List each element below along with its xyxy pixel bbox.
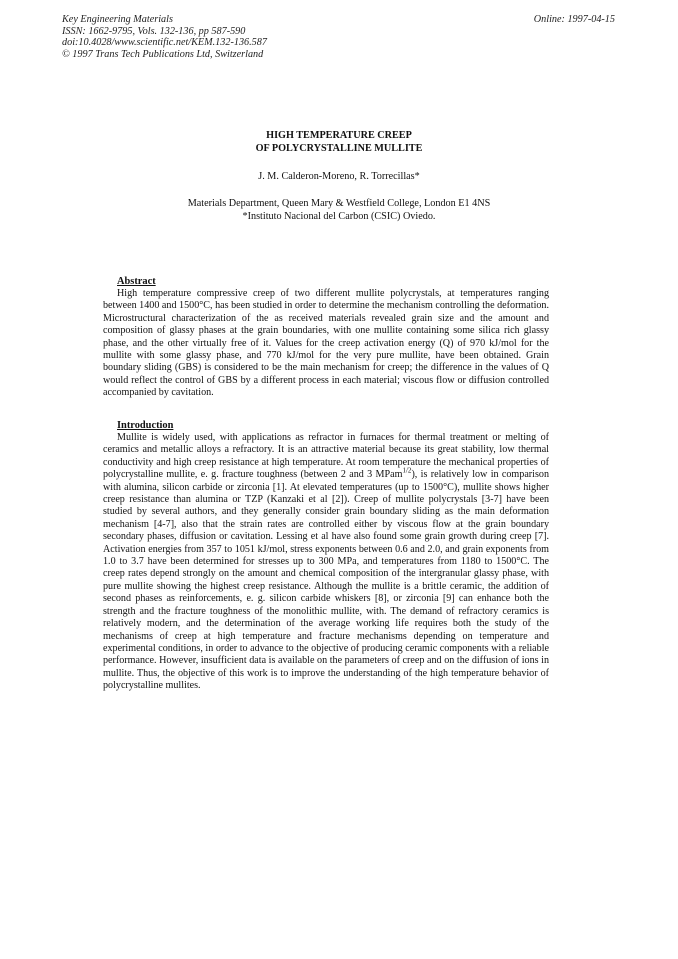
journal-header bbox=[62, 14, 267, 60]
doi-line: doi:10.4028/www.scientific.net/KEM.132-136.587 bbox=[62, 37, 267, 49]
abstract-heading: Abstract bbox=[117, 276, 156, 287]
issn-line: ISSN: 1662-9795, Vols. 132-136, pp 587-590 bbox=[62, 25, 246, 37]
title-line-2: OF POLYCRYSTALLINE MULLITE bbox=[255, 142, 423, 154]
journal-name: Key Engineering Materials bbox=[62, 14, 173, 25]
paper-title bbox=[0, 130, 678, 155]
online-date: Online: 1997-04-15 bbox=[533, 14, 615, 25]
copyright-line: © 1997 Trans Tech Publications Ltd, Switzerland bbox=[62, 48, 264, 60]
units-superscript: 1/2 bbox=[402, 466, 412, 475]
affiliation-line-2: *Instituto Nacional del Carbon (CSIC) Oviedo. bbox=[242, 210, 436, 222]
affiliations bbox=[0, 198, 678, 223]
title-line-1: HIGH TEMPERATURE CREEP bbox=[266, 130, 412, 141]
abstract-section bbox=[103, 276, 549, 400]
affiliation-line-1: Materials Department, Queen Mary & Westfield College, London E1 4NS bbox=[187, 198, 491, 209]
authors: J. M. Calderon-Moreno, R. Torrecillas* bbox=[258, 171, 420, 182]
abstract-text: High temperature compressive creep of two different mullite polycrystals, at temperatures ranging between 1400 and 1500°C, has been studied in order to determine the mechanism controlling the deformation. Microstructural characterization of the as received materials revealed grain size and the amount and composition of glassy phases at the grain boundaries, with one mullite containing some silica rich glassy phase, and the other virtually free of it. Values for the creep activation energy (Q) of 970 kJ/mol for the mullite with some glassy phase, and 770 kJ/mol for the very pure mullite, have been obtained. Grain boundary sliding (GBS) is considered to be the main mechanism for creep; the difference in the values of Q would reflect the control of GBS by a different process in each material; viscous flow or diffusion controlled accompanied by cavitation. bbox=[103, 288, 549, 399]
introduction-text-part-2: ), is relatively low in comparison with alumina, silicon carbide or zirconia [1]. At elevated temperatures (up to 1500°C), mullite shows higher creep resistance than alumina or TZP (Kanzaki et al [2]). Creep of mullite polycrystals [3-7] have been studied by several authors, and they generally consider grain boundary sliding as the main deformation mechanism [4-7], also that the strain rates are controlled either by viscous flow at the grain boundary secondary phases, diffusion or cavitation. Lessing et al have also found some grain growth during creep [7]. Activation energies from 357 to 1051 kJ/mol, stress exponents between 0.6 and 2.0, and grain exponents from 1.0 to 3.7 have been determined for stresses up to 300 MPa, and temperatures from 1180 to 1500°C. The creep rates depend strongly on the amount and chemical composition of the intergranular glassy phase, with pure mullite showing the highest creep resistance. Although the mullite is a brittle ceramic, the addition of second phases as reinforcements, e. g. silicon carbide whiskers [8], or zirconia [9] can enhance both the strength and the fracture toughness of the monolithic mullite, with. The demand of refractory ceramics is relatively modern, and the determination of the average working life requires both the study of the mechanisms of creep at high temperature and fracture mechanisms depending on temperature and experimental conditions, in order to advance to the objective of producing ceramic components with a reliable performance. However, insufficient data is available on the parameters of creep and on the diffusion of ions in mullite. Thus, the objective of this work is to improve the understanding of the high temperature behavior of polycrystalline mullites. bbox=[103, 469, 549, 692]
introduction-text bbox=[103, 432, 549, 693]
introduction-heading: Introduction bbox=[117, 420, 174, 431]
introduction-section bbox=[103, 420, 549, 693]
introduction-text-part-1: Mullite is widely used, with applications as refractor in furnaces for thermal treatment or melting of ceramics and metallic alloys a refractory. It is an attractive material because its great stability, low thermal conductivity and high creep resistance at high temperature. At room temperature the mechanical properties of polycrystalline mullite, e. g. fracture toughness (between 2 and 3 MPam bbox=[103, 432, 549, 481]
